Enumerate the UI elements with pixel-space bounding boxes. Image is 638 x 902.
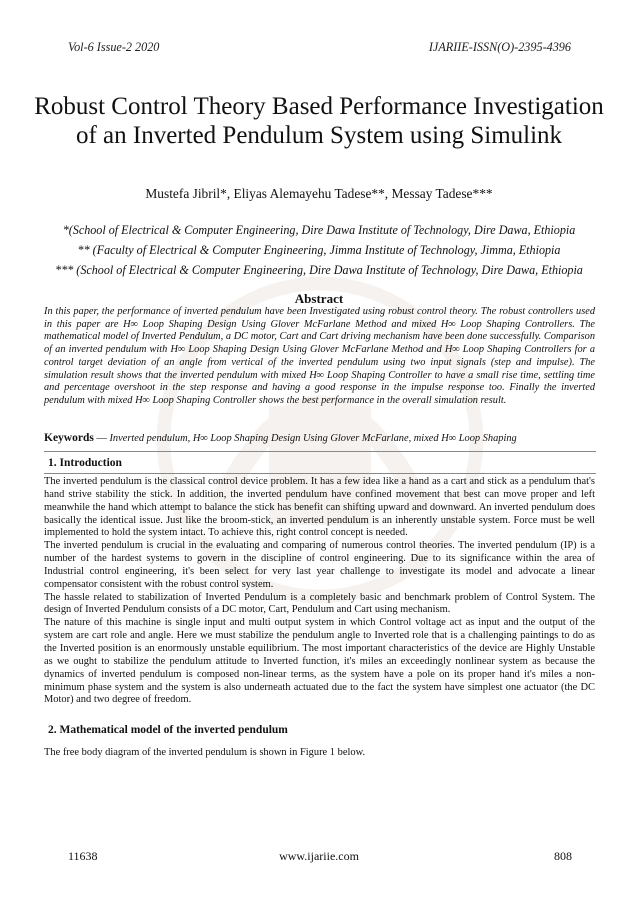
section-1-paragraph: The hassle related to stabilization of Inverted Pendulum is a completely basic and benchmark problem of Control System. The design of Inverted Pendulum consists of a DC motor, Cart, Pendulum and Cart using mechanism. [44,591,595,616]
section-1-title: 1. Introduction [48,457,122,469]
keywords-text: Inverted pendulum, H∞ Loop Shaping Design Using Glover McFarlane, mixed H∞ Loop Shaping [109,433,517,444]
section-1-body [44,476,595,707]
section-1-paragraph: The nature of this machine is single input and multi output system in which Control voltage act as input and the output of the system are cart role and angle. Here we must stabilize the pendulum angle to Inverted role that is a challenging paintings to do as the Inverted position is an enormously unstable equilibrium. The most important characteristics of the device are Highly Unstable as we ought to stabilize the pendulum attitude to Inverted function, it's miles an exceedingly nonlinear system as because the dynamics of inverted pendulum is composed non-linear terms, as the system have a pole on its proper hand it's miles a non-minimum phase system and the system is also underneath actuated due to the fact the system have simplest one actuator (the DC Motor) and two degree of freedom. [44,617,595,706]
affiliation-2: ** (Faculty of Electrical & Computer Engineering, Jimma Institute of Technology, Jimma, Ethiopia [77,243,561,257]
keywords-label: Keywords [44,432,94,444]
affiliations [20,220,618,280]
abstract-text: In this paper, the performance of inverted pendulum have been Investigated using robust control theory. The robust controllers used in this paper are H∞ Loop Shaping Design Using Glover McFarlane Method and mixed H∞ Loop Shaping Controllers. The mathematical model of Inverted Pendulum, a DC motor, Cart and Cart driving mechanism have been done successfully. Comparison of an inverted pendulum with H∞ Loop Shaping Design Using Glover McFarlane Method and H∞ Loop Shaping Controllers for a control target deviation of an angle from vertical of the inverted pendulum using two input signals (step and impulse). The simulation result shows that the inverted pendulum with mixed H∞ Loop Shaping Controller to have a small rise time, settling time and percentage overshoot in the step response and having a good response in the impulse response too. Finally the inverted pendulum with mixed H∞ Loop Shaping Controller shows the best performance in the overall simulation result. [44,306,595,406]
section-2-body: The free body diagram of the inverted pendulum is shown in Figure 1 below. [44,747,366,758]
header-volume-issue: Vol-6 Issue-2 2020 [68,40,160,54]
keywords-dash: — [93,433,110,444]
affiliation-3: *** (School of Electrical & Computer Engineering, Dire Dawa Institute of Technology, Dire Dawa, Ethiopia [55,263,583,277]
divider-bottom [44,473,596,474]
section-1-paragraph: The inverted pendulum is the classical control device problem. It has a few idea like a hand as a cart and stick as a pendulum that's hand strive stability the stick. In addition, the inverted pendulum have confined movement that best can move proper and left meanwhile the hand which attempt to balance the stick has benefit can shifting upward and downward. An inverted pendulum does basically the identical issue. Just like the broom-stick, an inverted pendulum is an inherently unstable system. Force must be well implemented to hold the system intact. To achieve this, right control concept is needed. [44,476,595,539]
divider-top [44,451,596,452]
footer-website: www.ijariie.com [279,849,359,863]
paper-title: Robust Control Theory Based Performance Investigation of an Inverted Pendulum System using Simulink [34,93,604,149]
footer-paper-id: 11638 [68,849,98,863]
paper-authors: Mustefa Jibril*, Eliyas Alemayehu Tadese**, Messay Tadese*** [145,186,493,201]
footer-page-number: 808 [554,849,572,863]
section-2-title: 2. Mathematical model of the inverted pendulum [48,724,288,736]
affiliation-1: *(School of Electrical & Computer Engineering, Dire Dawa Institute of Technology, Dire Dawa, Ethiopia [62,223,576,237]
keywords-line [44,432,595,444]
abstract-heading: Abstract [294,291,344,306]
header-issn: IJARIIE-ISSN(O)-2395-4396 [428,40,571,54]
section-1-paragraph: The inverted pendulum is crucial in the evaluating and comparing of numerous control theories. The inverted pendulum (IP) is a number of the hardest systems to govern in the discipline of control engineering. Due to its significance within the area of Industrial control engineering, it's been select for very last year challenge to investigate its model and advocate a linear compensator consistent with the robust control system. [44,540,595,590]
